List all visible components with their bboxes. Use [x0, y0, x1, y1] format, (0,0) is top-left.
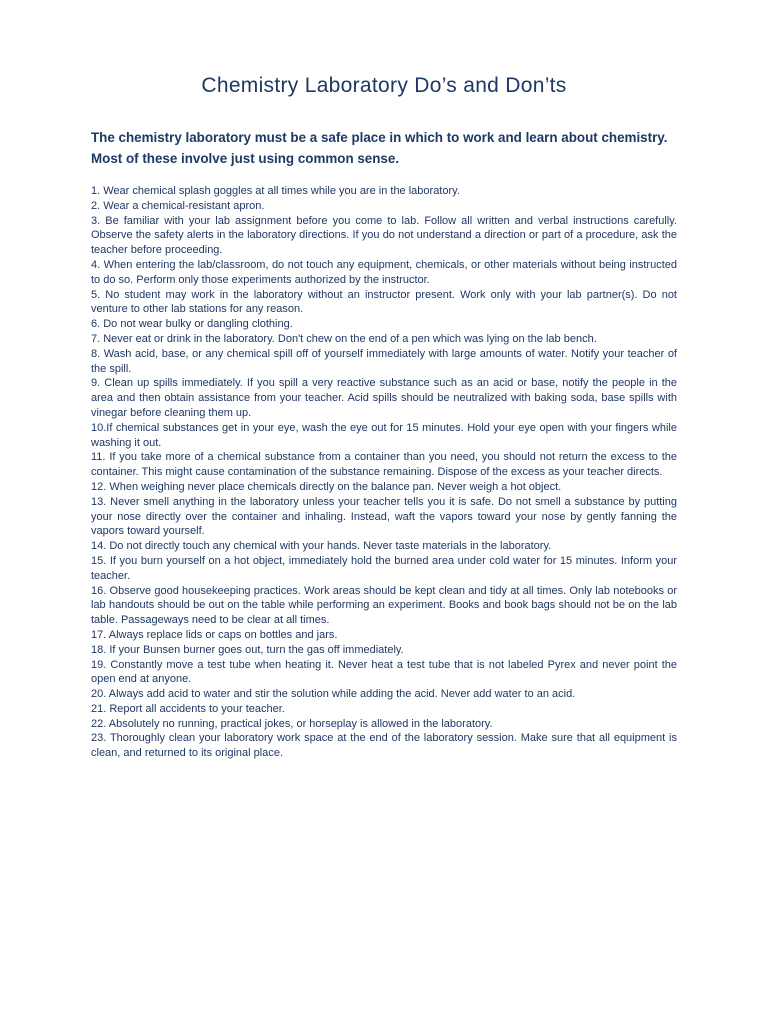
rule-item: 20. Always add acid to water and stir the solution while adding the acid. Never add water to an acid.: [91, 688, 576, 701]
rule-item: 18. If your Bunsen burner goes out, turn the gas off immediately.: [91, 643, 404, 656]
rule-item: 5. No student may work in the laboratory without an instructor present. Work only with your lab partner(s). Do not venture to other lab stations for any reason.: [91, 288, 677, 316]
rule-item: 9. Clean up spills immediately. If you spill a very reactive substance such as an acid or base, notify the people in the area and then obtain assistance from your teacher. Acid spills should be neutralized with baking soda, base spills with vinegar before cleaning them up.: [91, 377, 677, 419]
rule-item: 22. Absolutely no running, practical jokes, or horseplay is allowed in the laboratory.: [91, 717, 493, 730]
rules-list: [91, 184, 677, 761]
rule-item: 21. Report all accidents to your teacher.: [91, 702, 285, 715]
rule-item: 10.If chemical substances get in your eye, wash the eye out for 15 minutes. Hold your eye open with your fingers while washing it out.: [91, 421, 677, 449]
rule-item: 17. Always replace lids or caps on bottles and jars.: [91, 628, 338, 641]
rule-item: 13. Never smell anything in the laboratory unless your teacher tells you it is safe. Do not smell a substance by putting your nose directly over the container and inhaling. Instead, waft the vapors toward your nose by gently fanning the vapors toward yourself.: [91, 495, 677, 538]
intro-paragraph: The chemistry laboratory must be a safe place in which to work and learn about chemistry. Most of these involve just using common sense.: [91, 130, 668, 166]
rule-item: 23. Thoroughly clean your laboratory work space at the end of the laboratory session. Make sure that all equipment is clean, and returned to its original place.: [91, 732, 677, 760]
rule-item: 14. Do not directly touch any chemical with your hands. Never taste materials in the laboratory.: [91, 540, 552, 553]
rule-item: 12. When weighing never place chemicals directly on the balance pan. Never weigh a hot object.: [91, 480, 562, 493]
rule-item: 16. Observe good housekeeping practices. Work areas should be kept clean and tidy at all times. Only lab notebooks or lab handouts should be out on the table while performing an experiment. Books and book bags should not be on the lab table. Passageways need to be clear at all times.: [91, 584, 677, 627]
rule-item: 8. Wash acid, base, or any chemical spill off of yourself immediately with large amounts of water. Notify your teacher of the spill.: [91, 347, 677, 375]
rule-item: 1. Wear chemical splash goggles at all times while you are in the laboratory.: [91, 185, 460, 197]
rule-item: 3. Be familiar with your lab assignment before you come to lab. Follow all written and verbal instructions carefully. Observe the safety alerts in the laboratory directions. If you do not understand a direction or part of a procedure, ask the teacher before proceeding.: [91, 214, 677, 257]
rule-item: 7. Never eat or drink in the laboratory. Don't chew on the end of a pen which was lying on the lab bench.: [91, 332, 597, 345]
rule-item: 11. If you take more of a chemical substance from a container than you need, you should not return the excess to the container. This might cause contamination of the substance remaining. Dispose of the excess as your teacher directs.: [91, 451, 677, 479]
rule-item: 15. If you burn yourself on a hot object, immediately hold the burned area under cold water for 15 minutes. Inform your teacher.: [91, 554, 677, 582]
document-title: Chemistry Laboratory Do’s and Don’ts: [201, 74, 567, 97]
rule-item: 19. Constantly move a test tube when heating it. Never heat a test tube that is not labeled Pyrex and never point the open end at anyone.: [91, 658, 677, 686]
rule-item: 2. Wear a chemical-resistant apron.: [91, 199, 265, 212]
rule-item: 4. When entering the lab/classroom, do not touch any equipment, chemicals, or other materials without being instructed to do so. Perform only those experiments authorized by the instructor.: [91, 258, 677, 286]
rule-item: 6. Do not wear bulky or dangling clothing.: [91, 318, 293, 331]
